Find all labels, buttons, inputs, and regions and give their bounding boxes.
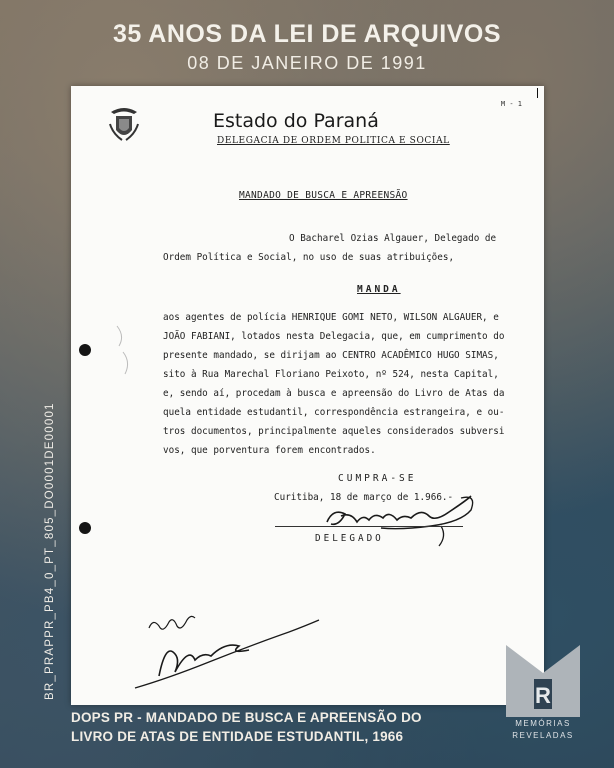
intro-line: O Bacharel Ozias Algauer, Delegado de [289, 233, 497, 244]
body-line: presente mandado, se dirijam ao CENTRO ACADÊMICO HUGO SIMAS, [163, 350, 499, 361]
logo-name-line: REVELADAS [512, 731, 574, 740]
page-corner-mark [533, 88, 538, 98]
letterhead-subtitle: DELEGACIA DE ORDEM POLITICA E SOCIAL [217, 136, 450, 146]
coat-of-arms-icon [107, 104, 141, 144]
logo-mark-icon [506, 645, 580, 717]
body-line: vos, que porventura forem encontrados. [163, 445, 376, 456]
body-line: JOÃO FABIANI, lotados nesta Delegacia, que, em cumprimento do [163, 331, 505, 342]
place-date: Curitiba, 18 de março de 1.966.- [274, 492, 454, 503]
signature-line [275, 526, 463, 527]
memorias-reveladas-logo [506, 645, 580, 745]
manda-heading: MANDA [357, 284, 401, 295]
body-line: quela entidade estudantil, correspondência estrangeira, e ou- [163, 407, 505, 418]
closing-phrase: CUMPRA-SE [338, 473, 417, 484]
archive-code-text: BR_PRAPPR_PB4_0_PT_805_DO0001DE00001 [44, 402, 56, 700]
paper-mark [111, 322, 141, 382]
logo-name-line: MEMÓRIAS [515, 719, 571, 728]
body-line: sito à Rua Marechal Floriano Peixoto, nº 524, nesta Capital, [163, 369, 499, 380]
body-line: aos agentes de polícia HENRIQUE GOMI NETO, WILSON ALGAUER, e [163, 312, 499, 323]
body-line: tros documentos, principalmente aqueles considerados subversi [163, 426, 505, 437]
document-scan [71, 86, 544, 705]
handwritten-ciente-icon [129, 606, 329, 696]
page-title: 35 ANOS DA LEI DE ARQUIVOS [112, 20, 502, 48]
caption-line: LIVRO DE ATAS DE ENTIDADE ESTUDANTIL, 1966 [71, 729, 404, 744]
punch-hole [79, 522, 91, 534]
letterhead-title: Estado do Paraná [213, 110, 379, 132]
page-subtitle: 08 DE JANEIRO DE 1991 [187, 53, 427, 73]
page-number: M - 1 [500, 100, 522, 108]
logo-letter: R [535, 683, 551, 708]
punch-hole [79, 344, 91, 356]
intro-line: Ordem Política e Social, no uso de suas atribuições, [163, 252, 455, 263]
document-heading: MANDADO DE BUSCA E APREENSÃO [239, 190, 408, 201]
caption [71, 708, 422, 746]
archive-code [44, 402, 60, 716]
signature-icon [311, 486, 481, 556]
caption-line: DOPS PR - MANDADO DE BUSCA E APREENSÃO DO [71, 710, 422, 725]
body-line: e, sendo aí, procedam à busca e apreensão do Livro de Atas da [163, 388, 505, 399]
signer-title: DELEGADO [315, 533, 384, 544]
